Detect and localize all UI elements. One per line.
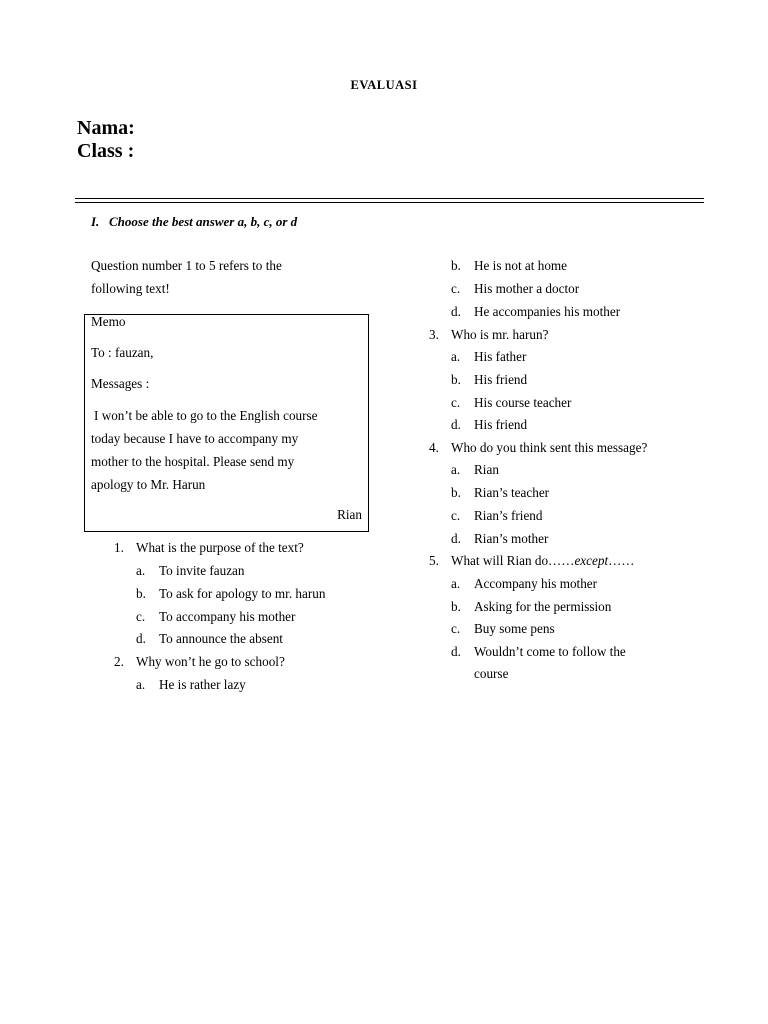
option-text: Buy some pens — [474, 621, 555, 636]
option-text: Wouldn’t come to follow the — [474, 644, 626, 659]
option-letter: d. — [451, 417, 461, 432]
class-field-label: Class : — [77, 140, 135, 162]
option-2a — [136, 677, 246, 693]
option-text: Rian’s friend — [474, 508, 543, 523]
question-text: What is the purpose of the text? — [136, 540, 304, 555]
option-text: Rian’s mother — [474, 531, 549, 546]
memo-body-line-2: today because I have to accompany my — [91, 431, 299, 446]
divider-bottom — [75, 202, 704, 203]
memo-signature: Rian — [337, 507, 362, 522]
option-letter: c. — [451, 621, 461, 636]
option-letter: a. — [136, 677, 146, 692]
option-1b — [136, 586, 325, 602]
option-letter: b. — [451, 372, 461, 387]
option-3d — [451, 417, 527, 433]
section-number: I. — [91, 214, 100, 229]
option-1d — [136, 631, 283, 647]
option-letter: a. — [136, 563, 146, 578]
option-letter: b. — [451, 599, 461, 614]
option-letter: b. — [451, 485, 461, 500]
option-letter: d. — [136, 631, 146, 646]
question-text-end: …… — [608, 553, 635, 568]
memo-messages-label: Messages : — [91, 376, 150, 391]
option-letter: a. — [451, 576, 461, 591]
question-text: Who do you think sent this message? — [451, 440, 648, 455]
option-text: To ask for apology to mr. harun — [159, 586, 326, 601]
question-number: 1. — [114, 540, 124, 555]
option-text: To invite fauzan — [159, 563, 245, 578]
intro-line-2: following text! — [91, 281, 170, 296]
option-letter: d. — [451, 304, 461, 319]
option-2c — [451, 281, 579, 297]
memo-heading: Memo — [91, 314, 126, 329]
option-text: His father — [474, 349, 527, 364]
option-text: He accompanies his mother — [474, 304, 621, 319]
option-letter: c. — [451, 395, 461, 410]
option-5c — [451, 621, 555, 637]
section-instruction: Choose the best answer a, b, c, or d — [109, 214, 298, 229]
option-letter: a. — [451, 462, 461, 477]
option-text: To announce the absent — [159, 631, 283, 646]
question-4 — [429, 440, 647, 456]
option-letter: d. — [451, 644, 461, 659]
memo-body-line-3: mother to the hospital. Please send my — [91, 454, 295, 469]
option-text: He is rather lazy — [159, 677, 246, 692]
option-4c — [451, 508, 543, 524]
option-letter: c. — [451, 508, 461, 523]
question-text: Who is mr. harun? — [451, 327, 549, 342]
question-text-emphasis: except — [574, 553, 609, 568]
question-3 — [429, 327, 548, 343]
option-text: He is not at home — [474, 258, 568, 273]
divider-top — [75, 198, 704, 199]
option-5d-continued: course — [474, 666, 509, 681]
option-text: His friend — [474, 372, 528, 387]
question-number: 5. — [429, 553, 439, 568]
option-5a — [451, 576, 597, 592]
option-4b — [451, 485, 549, 501]
option-text: Asking for the permission — [474, 599, 612, 614]
option-text: To accompany his mother — [159, 609, 296, 624]
option-1a — [136, 563, 245, 579]
option-2d — [451, 304, 620, 320]
option-5b — [451, 599, 611, 615]
option-text: Accompany his mother — [474, 576, 598, 591]
option-letter: d. — [451, 531, 461, 546]
question-5 — [429, 553, 634, 569]
option-text: Rian’s teacher — [474, 485, 550, 500]
option-text: His course teacher — [474, 395, 572, 410]
memo-recipient: To : fauzan, — [91, 345, 154, 360]
intro-line-1: Question number 1 to 5 refers to the — [91, 258, 282, 273]
question-number: 2. — [114, 654, 124, 669]
option-letter: a. — [451, 349, 461, 364]
option-text: His mother a doctor — [474, 281, 580, 296]
memo-body-line-1: I won’t be able to go to the English course — [94, 408, 318, 423]
option-letter: b. — [136, 586, 146, 601]
question-number: 4. — [429, 440, 439, 455]
option-3c — [451, 395, 571, 411]
option-2b — [451, 258, 567, 274]
option-text: His friend — [474, 417, 528, 432]
option-letter: c. — [136, 609, 146, 624]
name-field-label: Nama: — [77, 117, 135, 139]
question-text: Why won’t he go to school? — [136, 654, 285, 669]
option-letter: b. — [451, 258, 461, 273]
option-letter: c. — [451, 281, 461, 296]
option-4d — [451, 531, 548, 547]
question-2 — [114, 654, 285, 670]
question-number: 3. — [429, 327, 439, 342]
option-1c — [136, 609, 295, 625]
memo-body-line-4: apology to Mr. Harun — [91, 477, 206, 492]
section-heading — [91, 214, 297, 230]
option-3a — [451, 349, 526, 365]
page-title: EVALUASI — [350, 78, 418, 92]
option-5d — [451, 644, 626, 660]
option-3b — [451, 372, 527, 388]
question-text-start: What will Rian do…… — [451, 553, 575, 568]
option-text: Rian — [474, 462, 499, 477]
option-4a — [451, 462, 499, 478]
question-1 — [114, 540, 304, 556]
